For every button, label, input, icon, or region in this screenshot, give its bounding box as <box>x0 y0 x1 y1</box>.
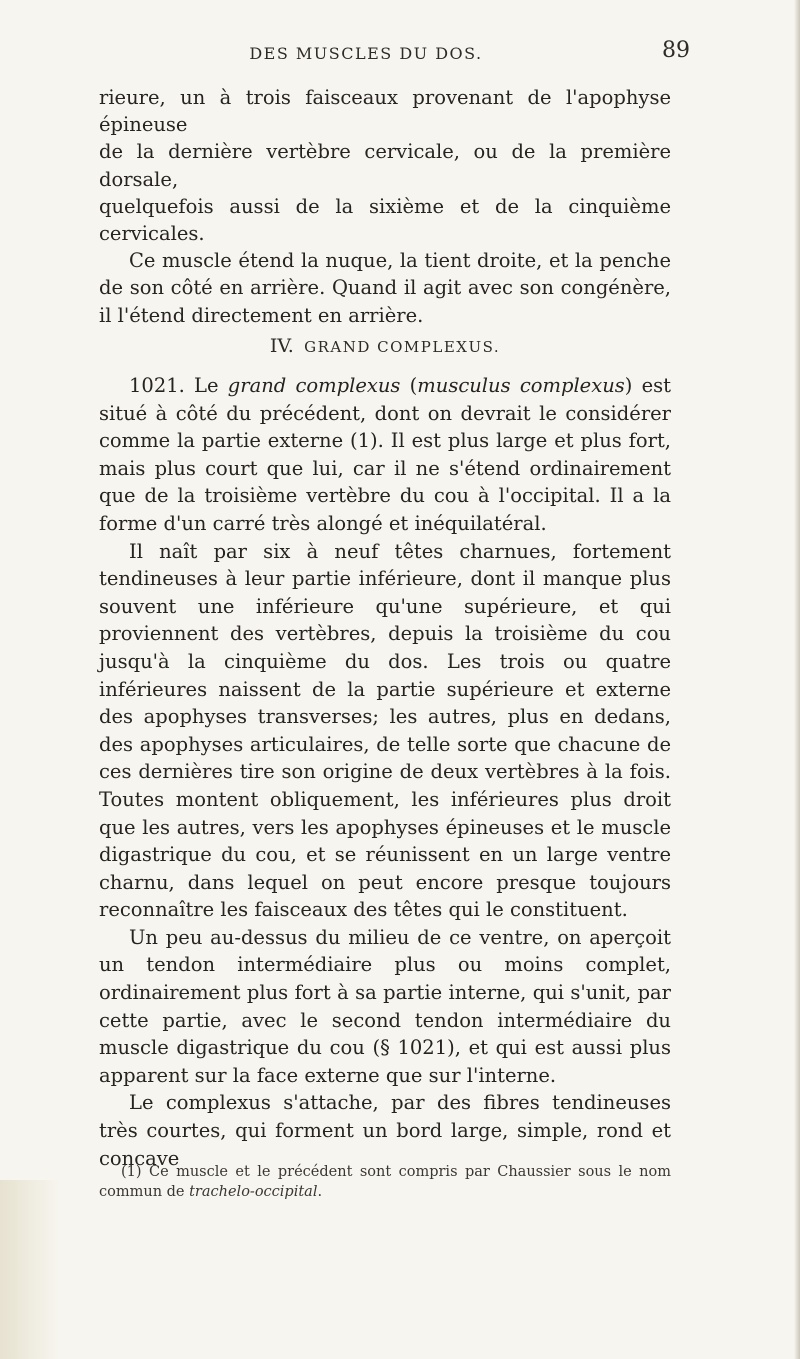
footnote <box>99 1162 671 1202</box>
footnote-body: (1) Ce muscle et le précédent sont compris par Chaussier sous le nom commun de <box>99 1164 671 1200</box>
section-heading <box>99 335 671 357</box>
section-body <box>99 372 671 1172</box>
muscle-name: grand complexus <box>227 374 401 397</box>
text-line: de la dernière vertèbre cervicale, ou de la première dorsale, <box>99 140 671 191</box>
paren-close: ) <box>624 374 633 397</box>
paragraph-1021 <box>99 372 671 538</box>
text-line: quelquefois aussi de la sixième et de la cinquième cervicales. <box>99 194 671 246</box>
text-line: rieure, un à trois faisceaux provenant de l'apophyse épineuse <box>99 86 671 137</box>
footnote-end: . <box>317 1184 323 1200</box>
page-edge-shadow <box>794 0 800 1359</box>
section-title: GRAND COMPLEXUS. <box>304 338 501 356</box>
footnote-text <box>99 1162 671 1202</box>
paren-open: ( <box>409 374 418 397</box>
page-number: 89 <box>662 38 690 63</box>
paragraph-text: est situé à côté du précédent, dont on devrait le considérer comme la partie externe (1). Il est plus large et plus fort, mais plus court que lui, car il ne s'étend ordinairement que de la troisième vertèbre du cou à l'occipital. Il a la forme d'un carré très alongé et inéquilatéral. <box>99 374 672 535</box>
footnote-term: trachelo-occipital <box>189 1184 318 1200</box>
paragraph-number: 1021. <box>129 374 185 397</box>
paragraph-insertion: Le complexus s'attache, par des fibres tendineuses très courtes, qui forment un bord large, simple, rond et concave <box>99 1091 671 1170</box>
paper-stain <box>0 1180 60 1359</box>
article-word: Le <box>194 374 219 397</box>
running-title: DES MUSCLES DU DOS. <box>249 44 483 63</box>
latin-name: musculus complexus <box>417 374 625 397</box>
section-number: IV. <box>269 335 294 357</box>
paragraph-origin: Il naît par six à neuf têtes charnues, fortement tendineuses à leur partie inférieure, dont il manque plus souvent une inférieure qu'une supérieure, et qui proviennent des vertèbres, depuis la troisième du cou jusqu'à la cinquième du dos. Les trois ou quatre inférieures naissent de la partie supérieure et externe des apophyses transverses; les autres, plus en dedans, des apophyses articulaires, de telle sorte que chacune de ces dernières tire son origine de deux vertèbres à la fois. Toutes montent obliquement, les inférieures plus droit que les autres, vers les apophyses épineuses et le muscle digastrique du cou, et se réunissent en un large ventre charnu, dans lequel on peut encore presque toujours reconnaître les faisceaux des têtes qui le constituent. <box>99 539 671 922</box>
paragraph-action: Ce muscle étend la nuque, la tient droite, et la penche de son côté en arrière. Quand il agit avec son congénère, il l'étend directement en arrière. <box>99 249 671 327</box>
paragraph-tendon: Un peu au-dessus du milieu de ce ventre, on aperçoit un tendon intermédiaire plus ou moins complet, ordinairement plus fort à sa partie interne, qui s'unit, par cette partie, avec le second tendon intermédiaire du muscle digastrique du cou (§ 1021), et qui est aussi plus apparent sur la face externe que sur l'interne. <box>99 925 671 1087</box>
continued-paragraph <box>99 84 671 329</box>
